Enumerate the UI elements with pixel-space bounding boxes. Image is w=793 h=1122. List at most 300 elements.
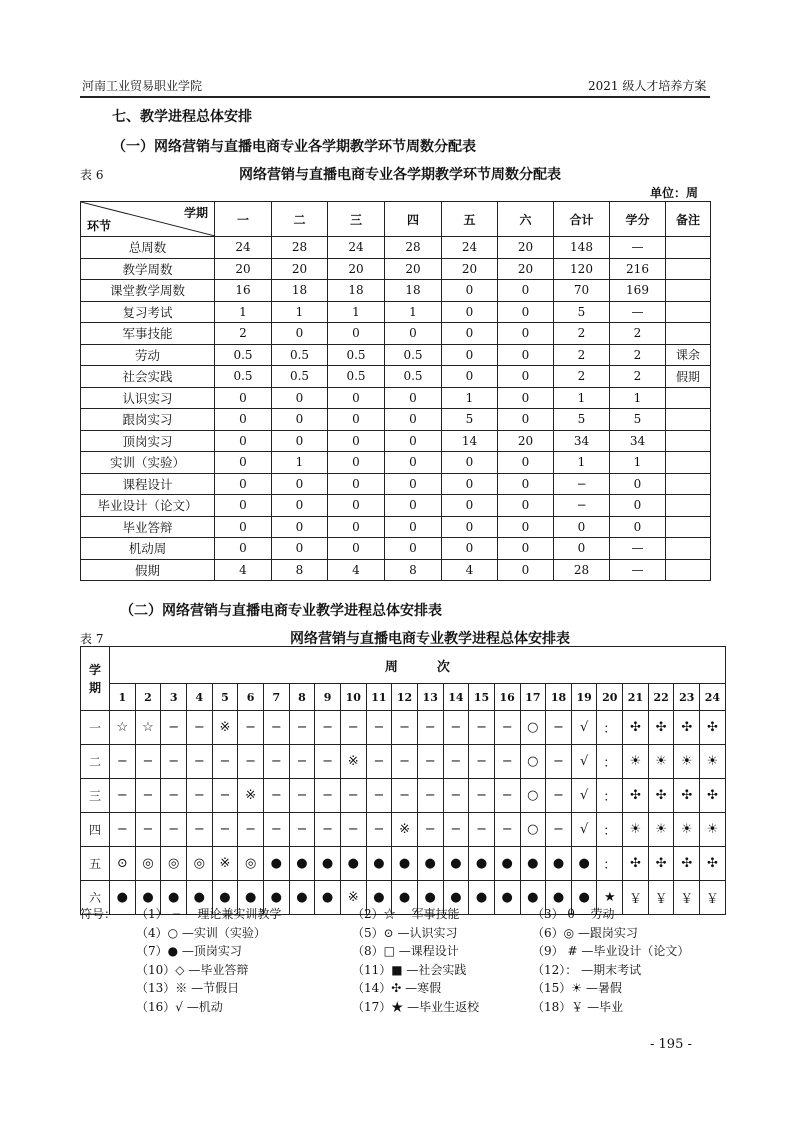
table-cell: 0 <box>215 430 272 452</box>
table-cell: 2 <box>610 323 666 345</box>
schedule-cell: − <box>315 779 341 813</box>
schedule-cell: − <box>161 813 187 847</box>
table-row <box>81 495 711 517</box>
schedule-cell: − <box>315 711 341 745</box>
schedule-cell: − <box>161 711 187 745</box>
table-cell: 216 <box>610 258 666 280</box>
schedule-cell: ● <box>571 881 597 915</box>
table-cell: 148 <box>554 237 610 259</box>
schedule-cell: − <box>238 745 264 779</box>
table-cell: 0 <box>498 344 554 366</box>
schedule-cell: − <box>417 711 443 745</box>
table-cell: 1 <box>554 452 610 474</box>
schedule-cell: ✣ <box>648 847 674 881</box>
table-cell: 24 <box>328 237 385 259</box>
week-number: 20 <box>597 684 623 711</box>
table-cell: 8 <box>272 559 328 581</box>
schedule-cell: − <box>289 711 315 745</box>
table-cell: 5 <box>442 409 498 431</box>
table-cell: 0 <box>272 495 328 517</box>
table-cell: 0 <box>498 516 554 538</box>
term-label: 一 <box>81 711 110 745</box>
table-cell: 0 <box>498 473 554 495</box>
schedule-cell: ○ <box>520 745 546 779</box>
table-cell: 28 <box>272 237 328 259</box>
table-cell <box>666 452 711 474</box>
schedule-cell: ￥ <box>648 881 674 915</box>
table-cell: 2 <box>554 323 610 345</box>
legend-item: （4）○ —实训（实验） <box>136 925 266 940</box>
legend-item: （17）★ —毕业生返校 <box>352 1000 480 1014</box>
week-number: 13 <box>417 684 443 711</box>
schedule-cell: ※ <box>212 711 238 745</box>
week-number: 4 <box>186 684 212 711</box>
legend-item: （6）◎ —跟岗实习 <box>532 925 638 940</box>
schedule-cell: ※ <box>212 847 238 881</box>
legend-item: （8）□ —课程设计 <box>352 944 459 959</box>
legend-item: （7）● —顶岗实习 <box>136 944 242 959</box>
table-row <box>81 473 711 495</box>
row-label: 总周数 <box>81 237 215 259</box>
schedule-cell: √ <box>571 813 597 847</box>
schedule-cell: ☀ <box>648 745 674 779</box>
legend-item: （16）√ —机动 <box>136 1000 223 1014</box>
schedule-cell: ● <box>315 847 341 881</box>
table-cell: 20 <box>385 258 442 280</box>
table-cell: 5 <box>610 409 666 431</box>
schedule-cell: − <box>340 711 366 745</box>
table-cell: 0 <box>385 452 442 474</box>
schedule-cell: ● <box>289 881 315 915</box>
table-cell <box>666 387 711 409</box>
schedule-cell: ✣ <box>700 847 726 881</box>
table-cell: 0.5 <box>215 344 272 366</box>
legend-item: （9） # —毕业设计（论文） <box>532 944 690 959</box>
row-label: 跟岗实习 <box>81 409 215 431</box>
schedule-cell: − <box>443 813 469 847</box>
table-cell: 0 <box>385 387 442 409</box>
schedule-cell: ● <box>417 881 443 915</box>
term-label: 二 <box>81 745 110 779</box>
schedule-cell: − <box>546 711 572 745</box>
corner-bottom-label: 环节 <box>87 219 112 233</box>
row-label: 课堂教学周数 <box>81 280 215 302</box>
table-row <box>81 258 711 280</box>
table6-corner-cell <box>81 202 215 237</box>
week-number: 9 <box>315 684 341 711</box>
schedule-cell: ● <box>135 881 161 915</box>
table-cell: 0.5 <box>272 344 328 366</box>
table-cell: 0.5 <box>328 344 385 366</box>
schedule-cell: − <box>392 745 418 779</box>
table-cell: 1 <box>610 452 666 474</box>
legend-item: （10）◇ —毕业答辩 <box>136 962 249 977</box>
table-cell: 16 <box>215 280 272 302</box>
schedule-cell: ☆ <box>135 711 161 745</box>
schedule-cell: ✣ <box>674 847 700 881</box>
table-cell: 4 <box>328 559 385 581</box>
schedule-cell: − <box>494 779 520 813</box>
table-cell: 0 <box>385 516 442 538</box>
schedule-cell: − <box>212 745 238 779</box>
table-cell: 0 <box>328 430 385 452</box>
week-number: 8 <box>289 684 315 711</box>
schedule-cell: − <box>212 779 238 813</box>
table-row <box>81 847 726 881</box>
table-cell: 0 <box>385 430 442 452</box>
week-number: 12 <box>392 684 418 711</box>
schedule-cell: − <box>366 813 392 847</box>
table-cell: 0 <box>385 538 442 560</box>
schedule-cell: − <box>469 745 495 779</box>
table-cell: 24 <box>442 237 498 259</box>
table-cell: 0 <box>385 495 442 517</box>
table-cell: 0.5 <box>215 366 272 388</box>
table-cell <box>666 430 711 452</box>
table-cell: 0 <box>442 495 498 517</box>
schedule-cell: ◎ <box>238 847 264 881</box>
table-cell <box>666 301 711 323</box>
week-number: 7 <box>263 684 289 711</box>
legend-item: （14）✣ —寒假 <box>352 981 442 996</box>
row-label: 假期 <box>81 559 215 581</box>
schedule-cell: ● <box>494 881 520 915</box>
schedule-cell: ◎ <box>135 847 161 881</box>
table-cell: 5 <box>554 409 610 431</box>
table-row <box>81 409 711 431</box>
table-cell: 20 <box>442 258 498 280</box>
schedule-cell: ● <box>443 847 469 881</box>
schedule-cell: ● <box>289 847 315 881</box>
table-cell: − <box>554 495 610 517</box>
week-number: 16 <box>494 684 520 711</box>
table-cell: 0 <box>272 430 328 452</box>
schedule-cell: − <box>546 779 572 813</box>
week-number: 18 <box>546 684 572 711</box>
row-label: 机动周 <box>81 538 215 560</box>
legend-item: （12）： —期末考试 <box>532 962 642 977</box>
table-cell: 0.5 <box>385 344 442 366</box>
schedule-cell: − <box>546 813 572 847</box>
schedule-cell: ✣ <box>623 779 649 813</box>
table7-title-row <box>81 647 726 684</box>
table-cell <box>666 559 711 581</box>
table-cell: 0 <box>328 538 385 560</box>
schedule-cell: − <box>340 779 366 813</box>
schedule-cell: ● <box>571 847 597 881</box>
table-cell: 2 <box>554 344 610 366</box>
legend-label: 符号： <box>80 907 117 921</box>
row-label: 认识实习 <box>81 387 215 409</box>
schedule-cell: ● <box>392 881 418 915</box>
schedule-cell: ☀ <box>700 745 726 779</box>
table-cell: 0 <box>498 323 554 345</box>
row-label: 劳动 <box>81 344 215 366</box>
schedule-cell: ￥ <box>674 881 700 915</box>
symbol-legend <box>80 905 720 1017</box>
legend-item: （5）⊙ —认识实习 <box>352 925 458 940</box>
table-cell: 18 <box>328 280 385 302</box>
table7 <box>80 646 726 915</box>
table-cell: 1 <box>272 301 328 323</box>
schedule-cell: ☀ <box>623 813 649 847</box>
table-row <box>81 516 711 538</box>
schedule-cell: ● <box>520 847 546 881</box>
schedule-cell: ● <box>212 881 238 915</box>
schedule-cell: ✣ <box>674 711 700 745</box>
table-cell: 0 <box>272 516 328 538</box>
table-cell: 70 <box>554 280 610 302</box>
table-cell: 0 <box>328 516 385 538</box>
term-label: 三 <box>81 779 110 813</box>
schedule-cell: ● <box>186 881 212 915</box>
schedule-cell: − <box>238 813 264 847</box>
header-left: 河南工业贸易职业学院 <box>82 79 203 93</box>
table-cell: 0 <box>498 366 554 388</box>
table-cell <box>666 473 711 495</box>
table-cell: 0 <box>442 538 498 560</box>
table-cell: 0 <box>498 452 554 474</box>
table-cell: 0 <box>215 473 272 495</box>
schedule-cell: ● <box>417 847 443 881</box>
table-cell: 0 <box>272 323 328 345</box>
schedule-cell: ⊙ <box>110 847 136 881</box>
table-cell: 0 <box>442 323 498 345</box>
schedule-cell: ● <box>161 881 187 915</box>
schedule-cell: ￥ <box>700 881 726 915</box>
schedule-cell: − <box>443 745 469 779</box>
schedule-cell: − <box>417 745 443 779</box>
table-row <box>81 430 711 452</box>
table6-unit: 单位：周 <box>650 186 699 200</box>
schedule-cell: − <box>443 711 469 745</box>
schedule-cell: − <box>238 711 264 745</box>
schedule-cell: − <box>417 779 443 813</box>
week-number: 1 <box>110 684 136 711</box>
table6-header-row <box>81 202 711 237</box>
table6-column-header: 备注 <box>666 202 711 237</box>
table-cell: 0 <box>498 409 554 431</box>
schedule-cell: ￥ <box>623 881 649 915</box>
schedule-cell: ☀ <box>674 813 700 847</box>
week-number-row <box>81 684 726 711</box>
schedule-cell: − <box>366 779 392 813</box>
schedule-cell: − <box>161 745 187 779</box>
schedule-cell: ● <box>263 847 289 881</box>
table7-label: 表 7 <box>80 632 104 646</box>
table-cell: 0 <box>328 409 385 431</box>
week-number: 23 <box>674 684 700 711</box>
table-cell: 2 <box>215 323 272 345</box>
table-row <box>81 711 726 745</box>
table6-column-header: 一 <box>215 202 272 237</box>
table-cell: 169 <box>610 280 666 302</box>
table-cell: 1 <box>328 301 385 323</box>
schedule-cell: − <box>443 779 469 813</box>
schedule-cell: − <box>392 711 418 745</box>
table-cell: 0 <box>442 516 498 538</box>
schedule-cell: ： <box>597 779 623 813</box>
term-label: 六 <box>81 881 110 915</box>
table-cell: 0 <box>498 387 554 409</box>
table-cell: 0 <box>554 538 610 560</box>
schedule-cell: − <box>263 711 289 745</box>
schedule-cell: ● <box>340 847 366 881</box>
schedule-cell: ※ <box>238 779 264 813</box>
table-cell: 14 <box>442 430 498 452</box>
table-cell: 1 <box>385 301 442 323</box>
schedule-cell: − <box>469 779 495 813</box>
table-cell: 20 <box>328 258 385 280</box>
schedule-cell: ○ <box>520 813 546 847</box>
table-cell: 0 <box>328 452 385 474</box>
table-cell: 0 <box>215 538 272 560</box>
table-row <box>81 237 711 259</box>
schedule-cell: ● <box>110 881 136 915</box>
table-cell: 20 <box>272 258 328 280</box>
schedule-cell: − <box>289 779 315 813</box>
legend-item: （2）☆ —军事技能 <box>352 907 460 921</box>
table-cell <box>666 495 711 517</box>
schedule-cell: ◎ <box>161 847 187 881</box>
schedule-cell: − <box>161 779 187 813</box>
schedule-cell: ✣ <box>648 779 674 813</box>
table-cell: 0 <box>272 538 328 560</box>
table6-column-header: 合计 <box>554 202 610 237</box>
schedule-cell: ● <box>469 881 495 915</box>
schedule-cell: − <box>494 813 520 847</box>
schedule-cell: ● <box>392 847 418 881</box>
table-cell: 0 <box>272 387 328 409</box>
table-cell: 0 <box>442 452 498 474</box>
schedule-cell: − <box>546 745 572 779</box>
schedule-cell: − <box>366 711 392 745</box>
week-header: 周 次 <box>110 647 726 684</box>
schedule-cell: − <box>494 745 520 779</box>
table-cell: 1 <box>610 387 666 409</box>
table-row <box>81 323 711 345</box>
schedule-cell: ✣ <box>700 711 726 745</box>
legend-item: （11）■ —社会实践 <box>352 962 467 977</box>
table-cell: 0 <box>442 301 498 323</box>
subsection-title-1: （一）网络营销与直播电商专业各学期教学环节周数分配表 <box>112 139 476 155</box>
schedule-cell: − <box>135 745 161 779</box>
term-label: 五 <box>81 847 110 881</box>
table-cell: 24 <box>215 237 272 259</box>
schedule-cell: − <box>186 813 212 847</box>
table-cell: 1 <box>442 387 498 409</box>
week-number: 10 <box>340 684 366 711</box>
table-cell: 28 <box>385 237 442 259</box>
week-number: 22 <box>648 684 674 711</box>
term-header-char: 学 <box>88 662 101 677</box>
week-number: 15 <box>469 684 495 711</box>
term-header-char: 期 <box>88 680 101 695</box>
row-label: 毕业答辩 <box>81 516 215 538</box>
table-row <box>81 559 711 581</box>
table6-column-header: 三 <box>328 202 385 237</box>
schedule-cell: − <box>135 813 161 847</box>
table-cell <box>666 323 711 345</box>
table-cell: 0 <box>442 473 498 495</box>
schedule-cell: ● <box>494 847 520 881</box>
table-cell: 0 <box>272 473 328 495</box>
schedule-cell: ● <box>546 881 572 915</box>
week-number: 21 <box>623 684 649 711</box>
section-title: 七、教学进程总体安排 <box>112 109 252 125</box>
term-header <box>81 647 110 711</box>
schedule-cell: ◎ <box>186 847 212 881</box>
schedule-cell: ： <box>597 847 623 881</box>
table-cell: − <box>554 473 610 495</box>
table-cell: 5 <box>554 301 610 323</box>
schedule-cell: − <box>469 813 495 847</box>
table-cell <box>666 237 711 259</box>
schedule-cell: ✣ <box>674 779 700 813</box>
schedule-cell: ○ <box>520 711 546 745</box>
table-cell: 0 <box>385 409 442 431</box>
table-cell: 1 <box>272 452 328 474</box>
header-divider <box>80 96 710 98</box>
table-cell: 1 <box>215 301 272 323</box>
schedule-cell: ● <box>315 881 341 915</box>
table-cell: 课余 <box>666 344 711 366</box>
table6-column-header: 六 <box>498 202 554 237</box>
schedule-cell: − <box>417 813 443 847</box>
schedule-cell: ※ <box>340 881 366 915</box>
schedule-cell: − <box>110 813 136 847</box>
table-row <box>81 538 711 560</box>
table-cell: 18 <box>272 280 328 302</box>
table-cell: 0 <box>328 387 385 409</box>
schedule-cell: ✣ <box>623 711 649 745</box>
schedule-cell: − <box>289 813 315 847</box>
legend-item: （1） − —理论兼实训教学 <box>136 907 282 921</box>
table-cell: 0 <box>328 495 385 517</box>
row-label: 实训（实验） <box>81 452 215 474</box>
table-cell: 4 <box>215 559 272 581</box>
table-cell <box>666 409 711 431</box>
schedule-cell: ： <box>597 813 623 847</box>
table-cell: 0 <box>328 473 385 495</box>
schedule-cell: − <box>263 779 289 813</box>
week-number: 6 <box>238 684 264 711</box>
week-number: 11 <box>366 684 392 711</box>
table6 <box>80 201 711 581</box>
week-number: 14 <box>443 684 469 711</box>
table-cell: 0 <box>498 280 554 302</box>
table-cell: 0 <box>442 366 498 388</box>
table-cell: — <box>610 559 666 581</box>
schedule-cell: ✣ <box>700 779 726 813</box>
row-label: 教学周数 <box>81 258 215 280</box>
week-number: 5 <box>212 684 238 711</box>
schedule-cell: ： <box>597 711 623 745</box>
table-cell: 0 <box>498 301 554 323</box>
schedule-cell: ※ <box>392 813 418 847</box>
schedule-cell: ： <box>597 745 623 779</box>
table-cell: 0 <box>498 559 554 581</box>
page-number: - 195 - <box>650 1037 692 1052</box>
schedule-cell: ✣ <box>623 847 649 881</box>
schedule-cell: − <box>494 711 520 745</box>
table-cell: 34 <box>554 430 610 452</box>
schedule-cell: − <box>315 813 341 847</box>
schedule-cell: − <box>263 745 289 779</box>
table-cell <box>666 516 711 538</box>
schedule-cell: − <box>469 711 495 745</box>
schedule-cell: ☀ <box>674 745 700 779</box>
